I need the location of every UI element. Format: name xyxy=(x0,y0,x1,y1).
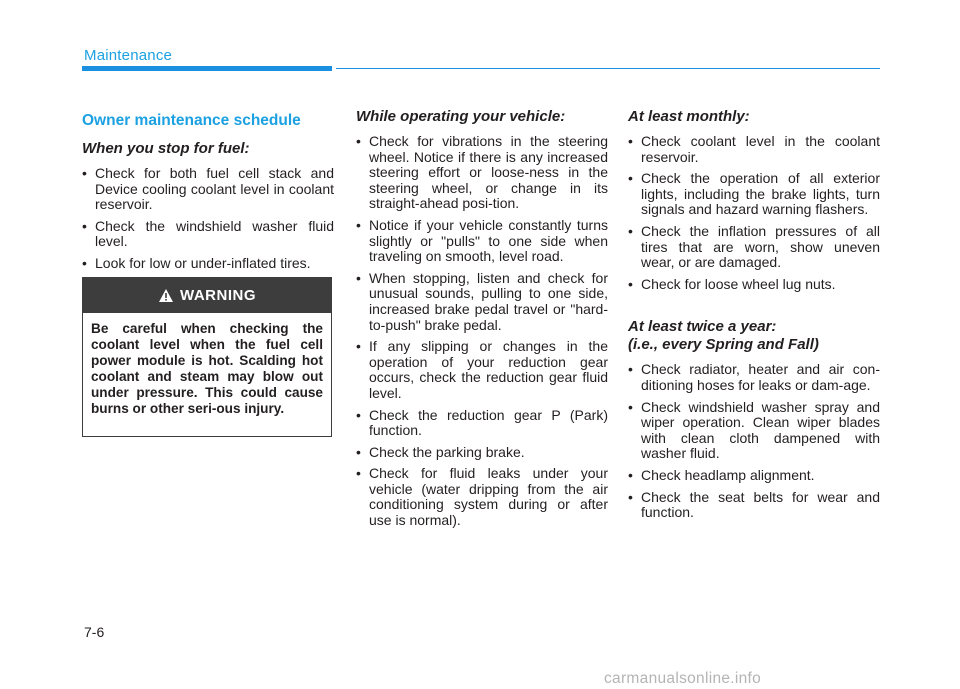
list-item: • Check coolant level in the coolant reservoir. xyxy=(628,134,880,165)
list-item: • Check the parking brake. xyxy=(356,445,608,461)
heading-operating: While operating your vehicle: xyxy=(356,108,566,125)
list-item: • Check the operation of all exterior lights, including the brake lights, turn signals and hazard warning flashers. xyxy=(628,171,880,218)
list-item: • Check for both fuel cell stack and Device cooling coolant level in coolant reservoir. xyxy=(82,166,334,213)
twice-year-list xyxy=(628,362,880,520)
list-item: • Check for fluid leaks under your vehicle (water dripping from the air conditioning system during or after use is normal). xyxy=(356,466,608,528)
page-title: Owner maintenance schedule xyxy=(82,112,301,129)
list-item: • If any slipping or changes in the operation of your reduction gear occurs, check the reduction gear fluid level. xyxy=(356,339,608,401)
warning-triangle-icon xyxy=(158,288,174,303)
list-item: • When stopping, listen and check for unusual sounds, pulling to one side, increased brake pedal travel or "hard-to-push" brake pedal. xyxy=(356,271,608,333)
header-rule-thick xyxy=(82,66,332,71)
warning-title: WARNING xyxy=(180,287,256,304)
warning-text: Be careful when checking the coolant level when the fuel cell power module is hot. Scalding hot coolant and steam may blow out under pressure. This could cause burns or other seri-ous injury. xyxy=(91,321,323,416)
warning-header xyxy=(83,278,331,313)
list-item: • Check for vibrations in the steering wheel. Notice if there is any increased steering effort or loose-ness in the steering wheel, or change in its straight-ahead posi-tion. xyxy=(356,134,608,212)
header-rule-thin xyxy=(336,68,880,69)
column-operating xyxy=(356,108,608,535)
list-item: • Check the seat belts for wear and function. xyxy=(628,490,880,521)
page-number: 7-6 xyxy=(84,624,105,640)
heading-twice-year-line2: (i.e., every Spring and Fall) xyxy=(628,336,819,354)
heading-monthly: At least monthly: xyxy=(628,108,750,125)
list-item: • Check the inflation pressures of all tires that are worn, show uneven wear, or are damaged. xyxy=(628,224,880,271)
list-item: • Notice if your vehicle constantly turns slightly or "pulls" to one side when traveling on smooth, level road. xyxy=(356,218,608,265)
watermark: carmanualsonline.info xyxy=(604,670,762,687)
heading-twice-year-line1: At least twice a year: xyxy=(628,318,777,336)
list-item: • Check the windshield washer fluid level. xyxy=(82,219,334,250)
fuel-list xyxy=(82,166,334,272)
heading-fuel: When you stop for fuel: xyxy=(82,140,250,157)
list-item: • Check the reduction gear P (Park) function. xyxy=(356,408,608,439)
operating-list xyxy=(356,134,608,529)
list-item: • Look for low or under-inflated tires. xyxy=(82,256,334,272)
list-item: • Check headlamp alignment. xyxy=(628,468,880,484)
list-item: • Check radiator, heater and air con-ditioning hoses for leaks or dam-age. xyxy=(628,362,880,393)
column-periodic xyxy=(628,108,880,527)
warning-box xyxy=(82,277,332,437)
monthly-list xyxy=(628,134,880,292)
section-title: Maintenance xyxy=(84,47,173,64)
column-fuel xyxy=(82,108,334,278)
list-item: • Check for loose wheel lug nuts. xyxy=(628,277,880,293)
heading-twice-year xyxy=(628,318,880,354)
list-item: • Check windshield washer spray and wiper operation. Clean wiper blades with clean cloth dampened with washer fluid. xyxy=(628,400,880,462)
